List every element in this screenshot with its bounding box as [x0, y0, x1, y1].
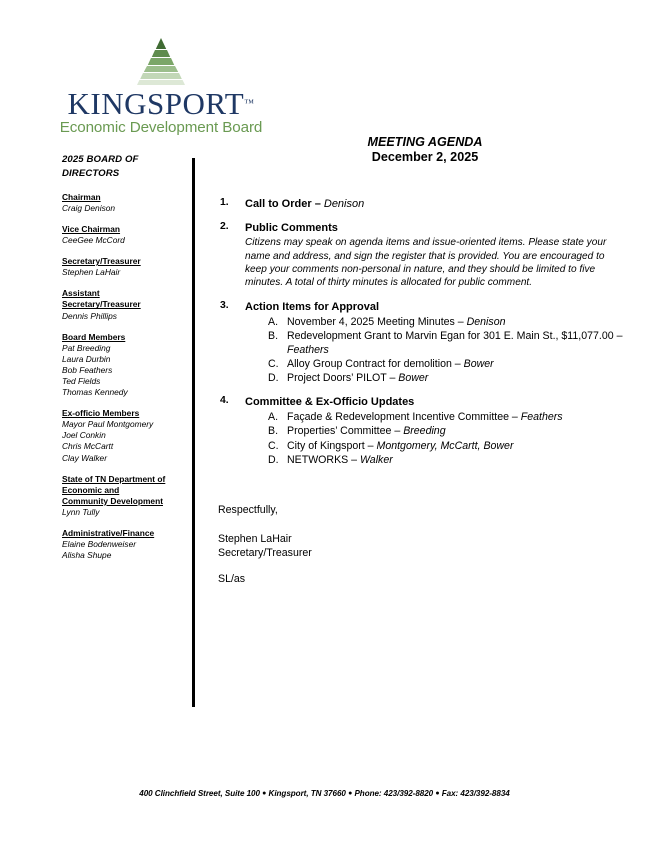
sidebar-group-heading: Chairman: [62, 191, 101, 202]
agenda-sub-item-text: [287, 329, 628, 357]
agenda-item-heading-text: Action Items for Approval: [245, 300, 380, 313]
agenda-sub-item-label: City of Kingsport –: [287, 439, 377, 452]
agenda-sub-item: [268, 439, 628, 453]
agenda-sub-item-text: [287, 315, 628, 329]
agenda-item-list: [220, 197, 628, 477]
agenda-item-heading-text: Call to Order: [245, 198, 315, 210]
logo-trademark: ™: [244, 98, 255, 109]
footer-separator-icon: ●: [348, 790, 353, 797]
agenda-sub-item-text: [287, 424, 628, 438]
sidebar-title: [62, 153, 190, 182]
sidebar-group-heading: Assistant: [62, 288, 100, 299]
sidebar-group: [62, 256, 190, 278]
agenda-sub-item: [268, 315, 628, 329]
agenda-sub-item-text: [287, 371, 628, 385]
footer-city-state-zip: Kingsport, TN 37660: [268, 789, 346, 798]
agenda-sub-item-presenter: Montgomery, McCartt, Bower: [376, 439, 514, 452]
agenda-title-text: MEETING AGENDA: [367, 135, 483, 149]
agenda-sub-item: [268, 410, 628, 424]
agenda-item: [220, 300, 628, 385]
sidebar-group-heading: Secretary/Treasurer: [62, 256, 141, 267]
sidebar-member-name: Lynn Tully: [62, 506, 100, 517]
agenda-item-heading-text: Committee & Ex-Officio Updates: [245, 396, 415, 409]
agenda-item-content: [245, 395, 628, 466]
vertical-divider: [192, 158, 195, 707]
agenda-sub-item-text: [287, 439, 628, 453]
agenda-sub-item-label: Alloy Group Contract for demolition –: [287, 358, 464, 371]
agenda-item-content: [245, 197, 628, 211]
agenda-sub-item-presenter: Feathers: [287, 344, 329, 357]
pyramid-logo-icon: [131, 36, 191, 86]
logo-tagline: Economic Development Board: [59, 119, 263, 136]
sidebar-member-name: Ted Fields: [62, 376, 101, 386]
agenda-sub-item-presenter: Bower: [463, 358, 494, 371]
closing-salutation: Respectfully,: [218, 504, 278, 516]
agenda-item-paragraph: Citizens may speak on agenda items and issue-oriented items. Please state your name and address, and sign the register that is provided. You are encouraged to keep your comments non-personal in nature, and they should be limited to five minutes. A total of thirty minutes is allocated for public comment.: [245, 237, 607, 289]
sidebar-member-name: Joel Conkin: [62, 430, 106, 441]
typist-initials: SL/as: [218, 573, 246, 586]
agenda-sub-item-label: Properties’ Committee –: [287, 425, 404, 438]
sidebar-group-heading: Community Development: [62, 495, 163, 506]
sidebar-group: [62, 224, 190, 246]
footer-phone: Phone: 423/392-8820: [354, 789, 434, 798]
agenda-sub-item-label: Façade & Redevelopment Incentive Committee –: [287, 411, 521, 424]
agenda-sub-item-presenter: Feathers: [520, 411, 563, 424]
agenda-sub-item-label: November 4, 2025 Meeting Minutes –: [287, 315, 467, 328]
sidebar-member-name: Thomas Kennedy: [62, 387, 128, 398]
sidebar-member-name: CeeGee McCord: [62, 235, 125, 246]
agenda-item-dash: –: [314, 198, 324, 210]
logo-wordmark: [46, 88, 276, 119]
agenda-sub-item-letter: D.: [268, 453, 279, 466]
agenda-sub-item-label: Redevelopment Grant to Marvin Egan for 301 E. Main St., $11,077.00 –: [287, 330, 623, 342]
sidebar-member-name: Bob Feathers: [62, 364, 113, 375]
agenda-item-content: [245, 221, 628, 290]
agenda-item-content: [245, 300, 628, 385]
sidebar-group: [62, 192, 190, 214]
sidebar-member-name: Alisha Shupe: [62, 550, 112, 561]
agenda-sub-item-letter: A.: [268, 411, 279, 424]
agenda-sub-item-letter: B.: [268, 425, 279, 438]
sidebar-group: [62, 332, 190, 399]
agenda-sub-item: [268, 371, 628, 385]
agenda-sub-item-letter: B.: [268, 330, 279, 342]
agenda-sub-item-letter: A.: [268, 315, 279, 328]
sidebar-member-name: Pat Breeding: [62, 342, 111, 353]
sidebar-member-name: Mayor Paul Montgomery: [62, 419, 154, 430]
agenda-item-number: 1.: [220, 197, 229, 208]
sidebar-member-name: Clay Walker: [62, 452, 107, 463]
sidebar-group-list: [62, 192, 190, 562]
page-title: [215, 135, 635, 166]
agenda-sub-item-text: [287, 410, 628, 424]
sidebar-member-name: Chris McCartt: [62, 441, 114, 452]
agenda-item: [220, 395, 628, 466]
kingsport-logo: [46, 36, 276, 137]
sidebar-group: [62, 408, 190, 463]
agenda-sub-item-presenter: Walker: [360, 453, 393, 466]
sidebar-member-name: Craig Denison: [62, 202, 116, 213]
sidebar-member-name: Laura Durbin: [62, 353, 111, 364]
sidebar-group: [62, 528, 190, 561]
agenda-sub-item-label: Project Doors’ PILOT –: [287, 372, 399, 385]
agenda-sub-item-letter: C.: [268, 439, 279, 452]
sidebar-group-heading: State of TN Department of: [62, 473, 166, 484]
agenda-sub-item: [268, 329, 628, 357]
sidebar-group-heading: Board Members: [62, 331, 126, 342]
agenda-item-number: 4.: [220, 395, 229, 407]
footer-separator-icon: ●: [435, 790, 440, 797]
agenda-sub-item-text: [287, 357, 628, 371]
agenda-item-heading: [245, 221, 628, 235]
footer-address: 400 Clinchfield Street, Suite 100: [139, 789, 260, 798]
agenda-item-heading: [245, 395, 628, 409]
agenda-item-heading-text: Public Comments: [245, 222, 338, 235]
sidebar-group-heading: Secretary/Treasurer: [62, 299, 141, 310]
sidebar-group: [62, 288, 190, 321]
closing-block: [218, 504, 312, 587]
agenda-sub-item-letter: C.: [268, 358, 279, 371]
page-footer: [0, 789, 649, 798]
logo-wordmark-text: KINGSPORT: [67, 86, 245, 121]
agenda-sub-item: [268, 424, 628, 438]
agenda-sub-item-text: [287, 453, 628, 467]
sidebar-member-name: Dennis Phillips: [62, 310, 117, 321]
agenda-item: [220, 197, 628, 211]
agenda-sub-item-presenter: Breeding: [403, 425, 446, 438]
sidebar-title-line1: 2025 BOARD OF: [62, 154, 139, 165]
agenda-item-heading: [245, 197, 628, 211]
signer-title: Secretary/Treasurer: [218, 546, 312, 559]
sidebar-group-heading: Ex-officio Members: [62, 408, 140, 419]
agenda-sub-item: [268, 357, 628, 371]
footer-fax: Fax: 423/392-8834: [441, 789, 510, 798]
sidebar-group: [62, 474, 190, 518]
agenda-item-heading: [245, 300, 628, 314]
agenda-sub-item: [268, 453, 628, 467]
sidebar-member-name: Elaine Bodenweiser: [62, 539, 137, 550]
agenda-item: [220, 221, 628, 290]
agenda-sub-item-list: [245, 410, 628, 466]
agenda-sub-item-presenter: Bower: [398, 372, 429, 385]
agenda-date: December 2, 2025: [371, 150, 479, 165]
sidebar-group-heading: Vice Chairman: [62, 223, 121, 234]
footer-separator-icon: ●: [262, 790, 267, 797]
board-of-directors-sidebar: [62, 153, 190, 561]
agenda-item-number: 3.: [220, 299, 229, 311]
agenda-item-number: 2.: [220, 221, 229, 233]
agenda-sub-item-presenter: Denison: [466, 315, 506, 328]
signer-name: Stephen LaHair: [218, 532, 292, 545]
sidebar-group-heading: Administrative/Finance: [62, 528, 155, 539]
agenda-item-presenter: Denison: [323, 198, 365, 210]
agenda-sub-item-list: [245, 315, 628, 385]
sidebar-group-heading: Economic and: [62, 484, 120, 495]
agenda-sub-item-letter: D.: [268, 372, 279, 385]
sidebar-member-name: Stephen LaHair: [62, 267, 121, 278]
agenda-sub-item-label: NETWORKS –: [287, 453, 360, 466]
sidebar-title-line2: DIRECTORS: [62, 168, 120, 180]
